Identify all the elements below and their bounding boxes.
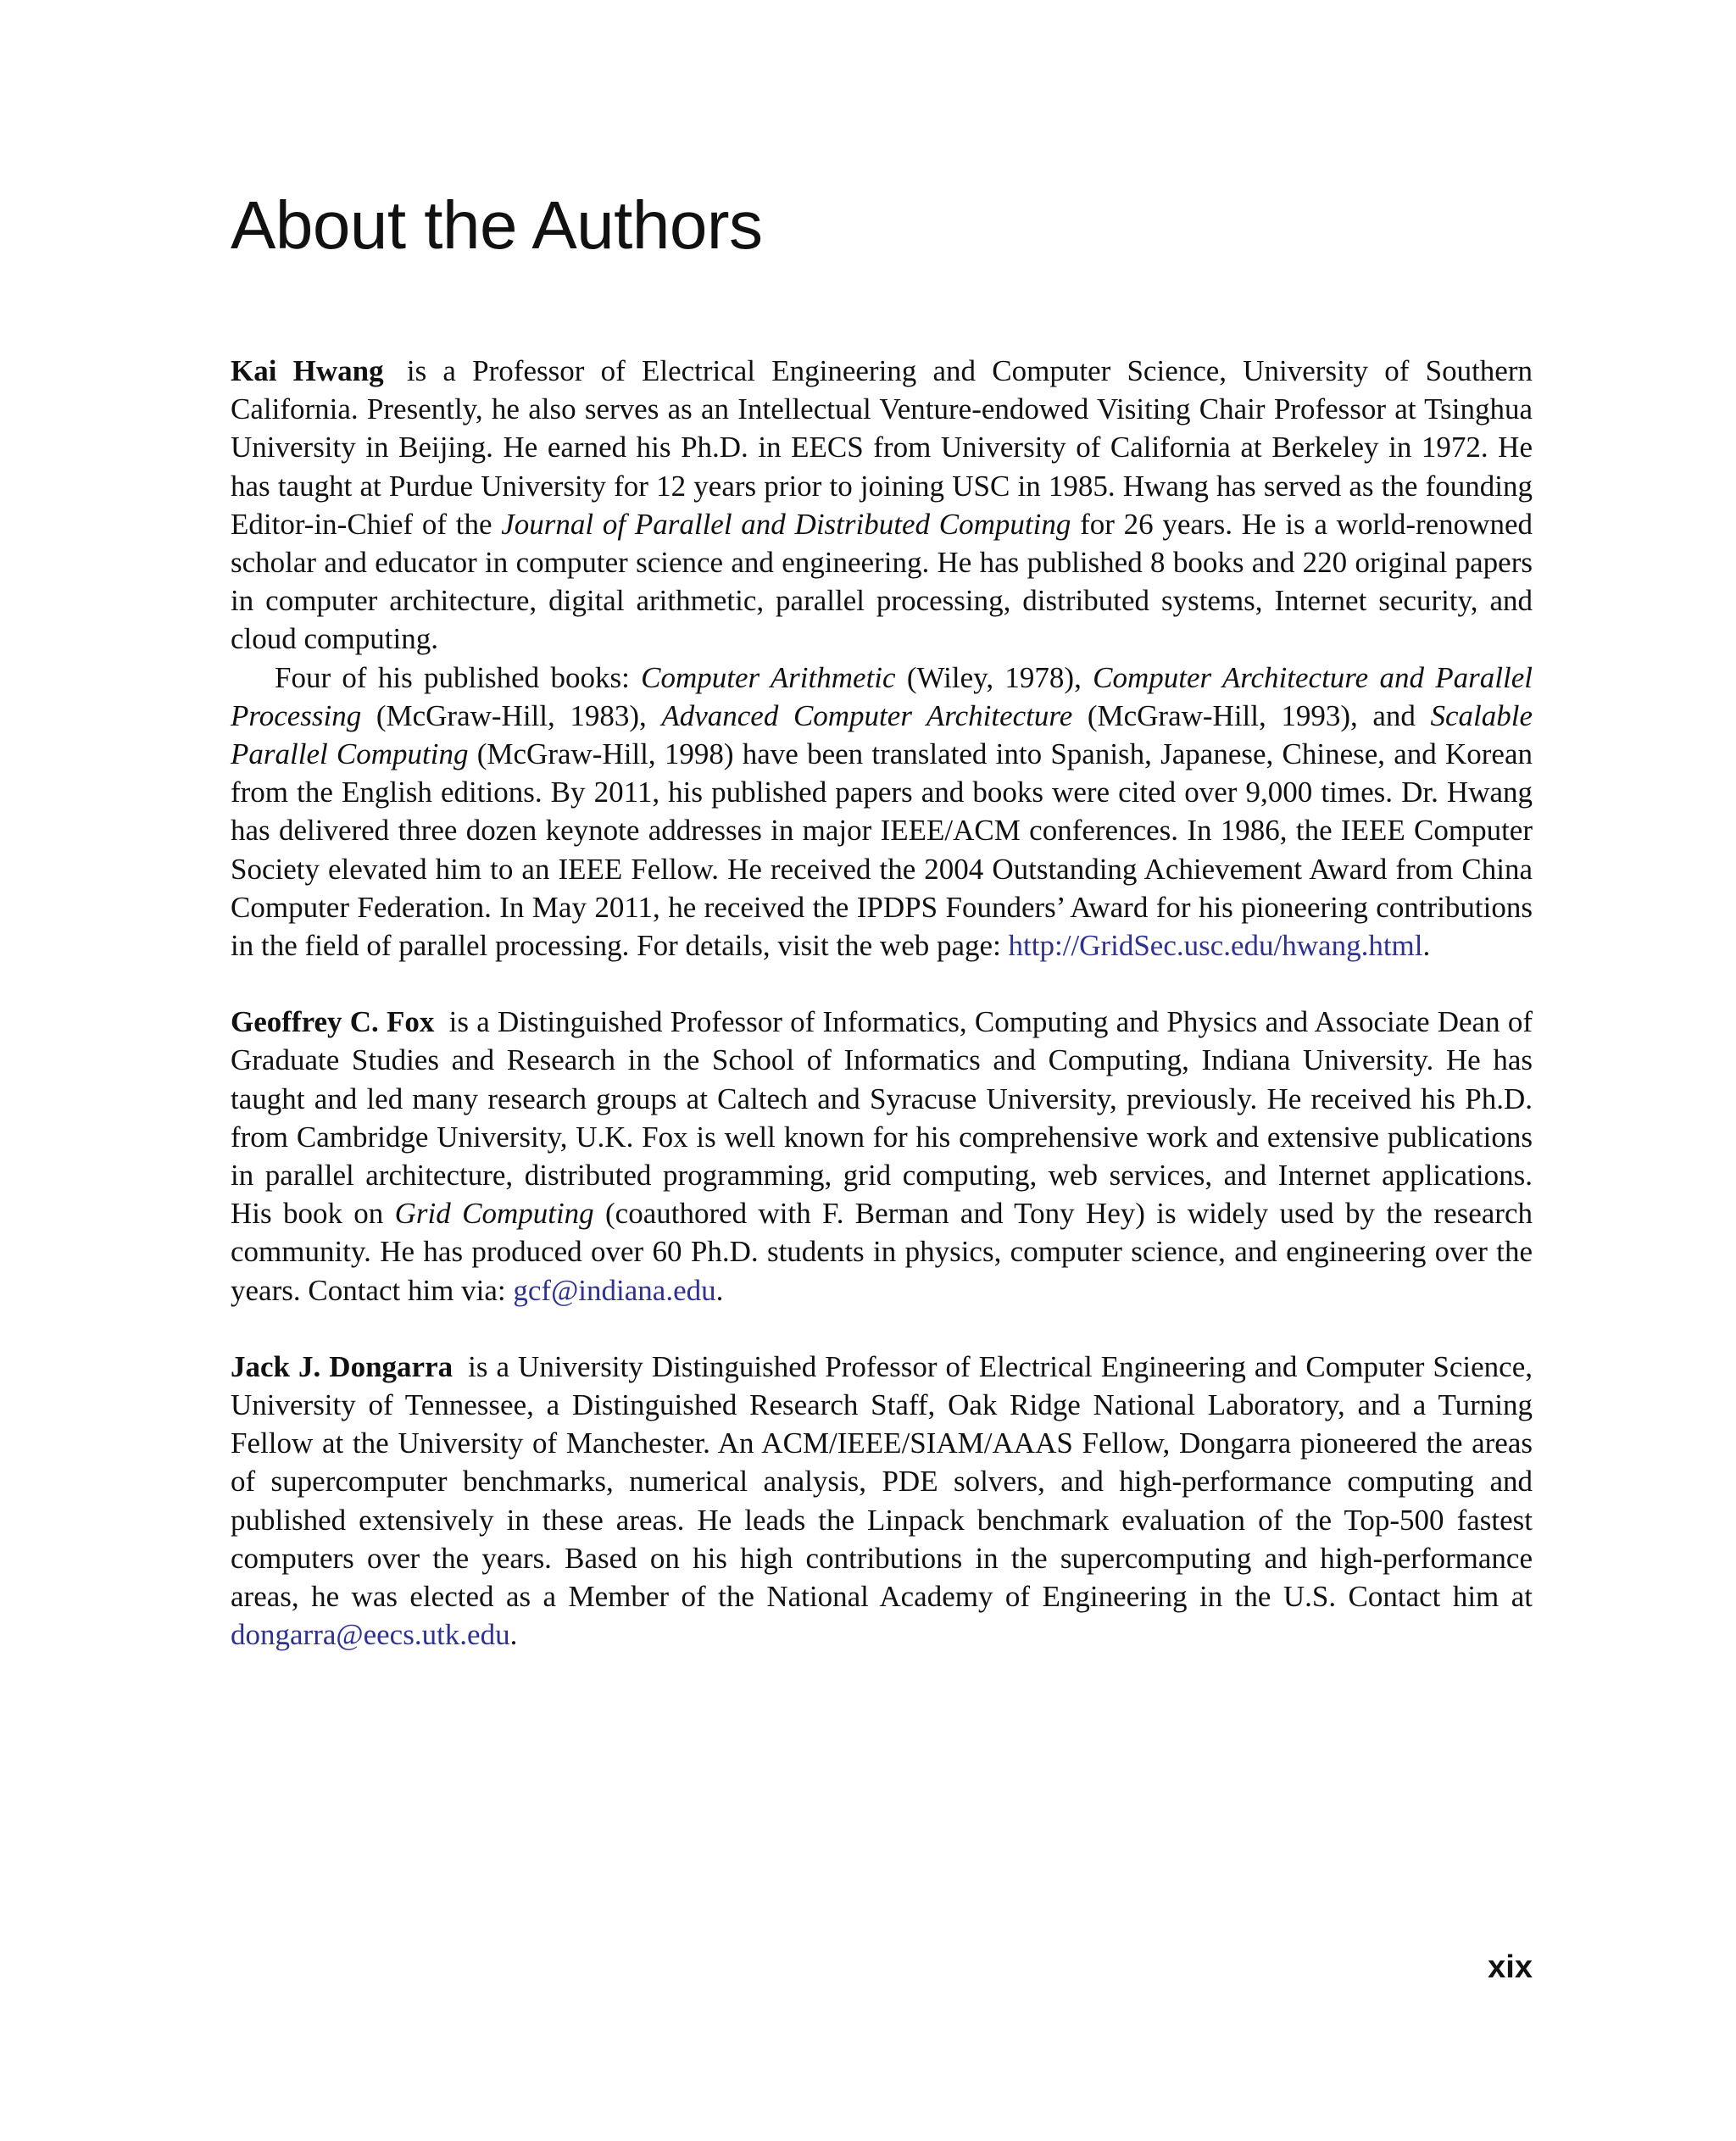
book-title: Grid Computing <box>394 1197 594 1231</box>
bio-text: (coauthored with F. Berman and Tony Hey) is widely used by the research community. He has produced over 60 Ph.D. students in physics, computer science, and engineering over the years. Contact him via: <box>231 1197 1533 1307</box>
email-link[interactable]: gcf@indiana.edu <box>513 1273 716 1307</box>
bio-text: (Wiley, 1978), <box>895 660 1093 694</box>
bio-text: . <box>715 1273 724 1307</box>
book-title: Advanced Computer Architecture <box>661 698 1073 732</box>
bio-text: . <box>509 1618 518 1652</box>
bio-text: is a University Distinguished Professor of Electrical Engineering and Computer Science, University of Tennessee, a Distinguished Research Staff, Oak Ridge National Laboratory, and a Turning Fellow at the University of Manchester. An ACM/IEEE/SIAM/AAAS Fellow, Dongarra pioneered the areas of supercomputer benchmarks, numerical analysis, PDE solvers, and high-performance computing and published extensively in these areas. He leads the Linpack benchmark evaluation of the Top-500 fastest computers over the years. Based on his high contributions in the supercomputing and high-performance areas, he was elected as a Member of the National Academy of Engineering in the U.S. Contact him at <box>231 1349 1533 1614</box>
bio-text: Four of his published books: <box>275 660 642 694</box>
author-bio-fox <box>231 1003 1533 1310</box>
bio-text: is a Distinguished Professor of Informatics, Computing and Physics and Associate Dean of Graduate Studies and Research in the School of Informatics and Computing, Indiana University. He has taught and led many research groups at Caltech and Syracuse University, previously. He received his Ph.D. from Cambridge University, U.K. Fox is well known for his comprehensive work and extensive publications in parallel architecture, distributed programming, grid computing, web services, and Internet applications. His book on <box>231 1005 1533 1231</box>
bio-text: (McGraw-Hill, 1993), and <box>1072 698 1431 732</box>
author-bio-dongarra <box>231 1348 1533 1654</box>
author-name: Jack J. Dongarra <box>231 1349 453 1383</box>
bio-text: . <box>1422 929 1431 963</box>
bio-text: (McGraw-Hill, 1983), <box>361 698 662 732</box>
bio-text: for 26 years. He is a world-renowned scholar and educator in computer science and engineering. He has published 8 books and 220 original papers in computer architecture, digital arithmetic, parallel processing, distributed systems, Internet security, and cloud computing. <box>231 507 1533 656</box>
bio-paragraph <box>231 1348 1533 1654</box>
page-number: xix <box>1488 1949 1533 1985</box>
author-name: Geoffrey C. Fox <box>231 1005 435 1039</box>
book-title: Computer Arithmetic <box>641 660 896 694</box>
book-title: Scalable Parallel Computing <box>231 698 1533 771</box>
bio-text: is a Professor of Electrical Engineering and Computer Science, University of Southern California. Presently, he also serves as an Intellectual Venture-endowed Visiting Chair Professor at Tsinghua University in Beijing. He earned his Ph.D. in EECS from University of California at Berkeley in 1972. He has taught at Purdue University for 12 years prior to joining USC in 1985. Hwang has served as the founding Editor-in-Chief of the <box>231 354 1533 541</box>
journal-title: Journal of Parallel and Distributed Computing <box>501 507 1071 541</box>
author-bio-hwang <box>231 352 1533 965</box>
email-link[interactable]: dongarra@eecs.utk.edu <box>231 1618 510 1652</box>
homepage-link[interactable]: http://GridSec.usc.edu/hwang.html <box>1008 929 1423 963</box>
bio-paragraph <box>231 352 1533 659</box>
bio-paragraph <box>231 1003 1533 1310</box>
page-title: About the Authors <box>231 187 763 263</box>
bio-paragraph <box>231 659 1533 965</box>
author-name: Kai Hwang <box>231 354 384 387</box>
authors-content <box>231 352 1533 1693</box>
bio-text: (McGraw-Hill, 1998) have been translated into Spanish, Japanese, Chinese, and Korean from the English editions. By 2011, his published papers and books were cited over 9,000 times. Dr. Hwang has delivered three dozen keynote addresses in major IEEE/ACM conferences. In 1986, the IEEE Computer Society elevated him to an IEEE Fellow. He received the 2004 Outstanding Achievement Award from China Computer Federation. In May 2011, he received the IPDPS Founders’ Award for his pioneering contributions in the field of parallel processing. For details, visit the web page: <box>231 737 1533 963</box>
book-title: Computer Architecture and Parallel Processing <box>231 660 1533 732</box>
